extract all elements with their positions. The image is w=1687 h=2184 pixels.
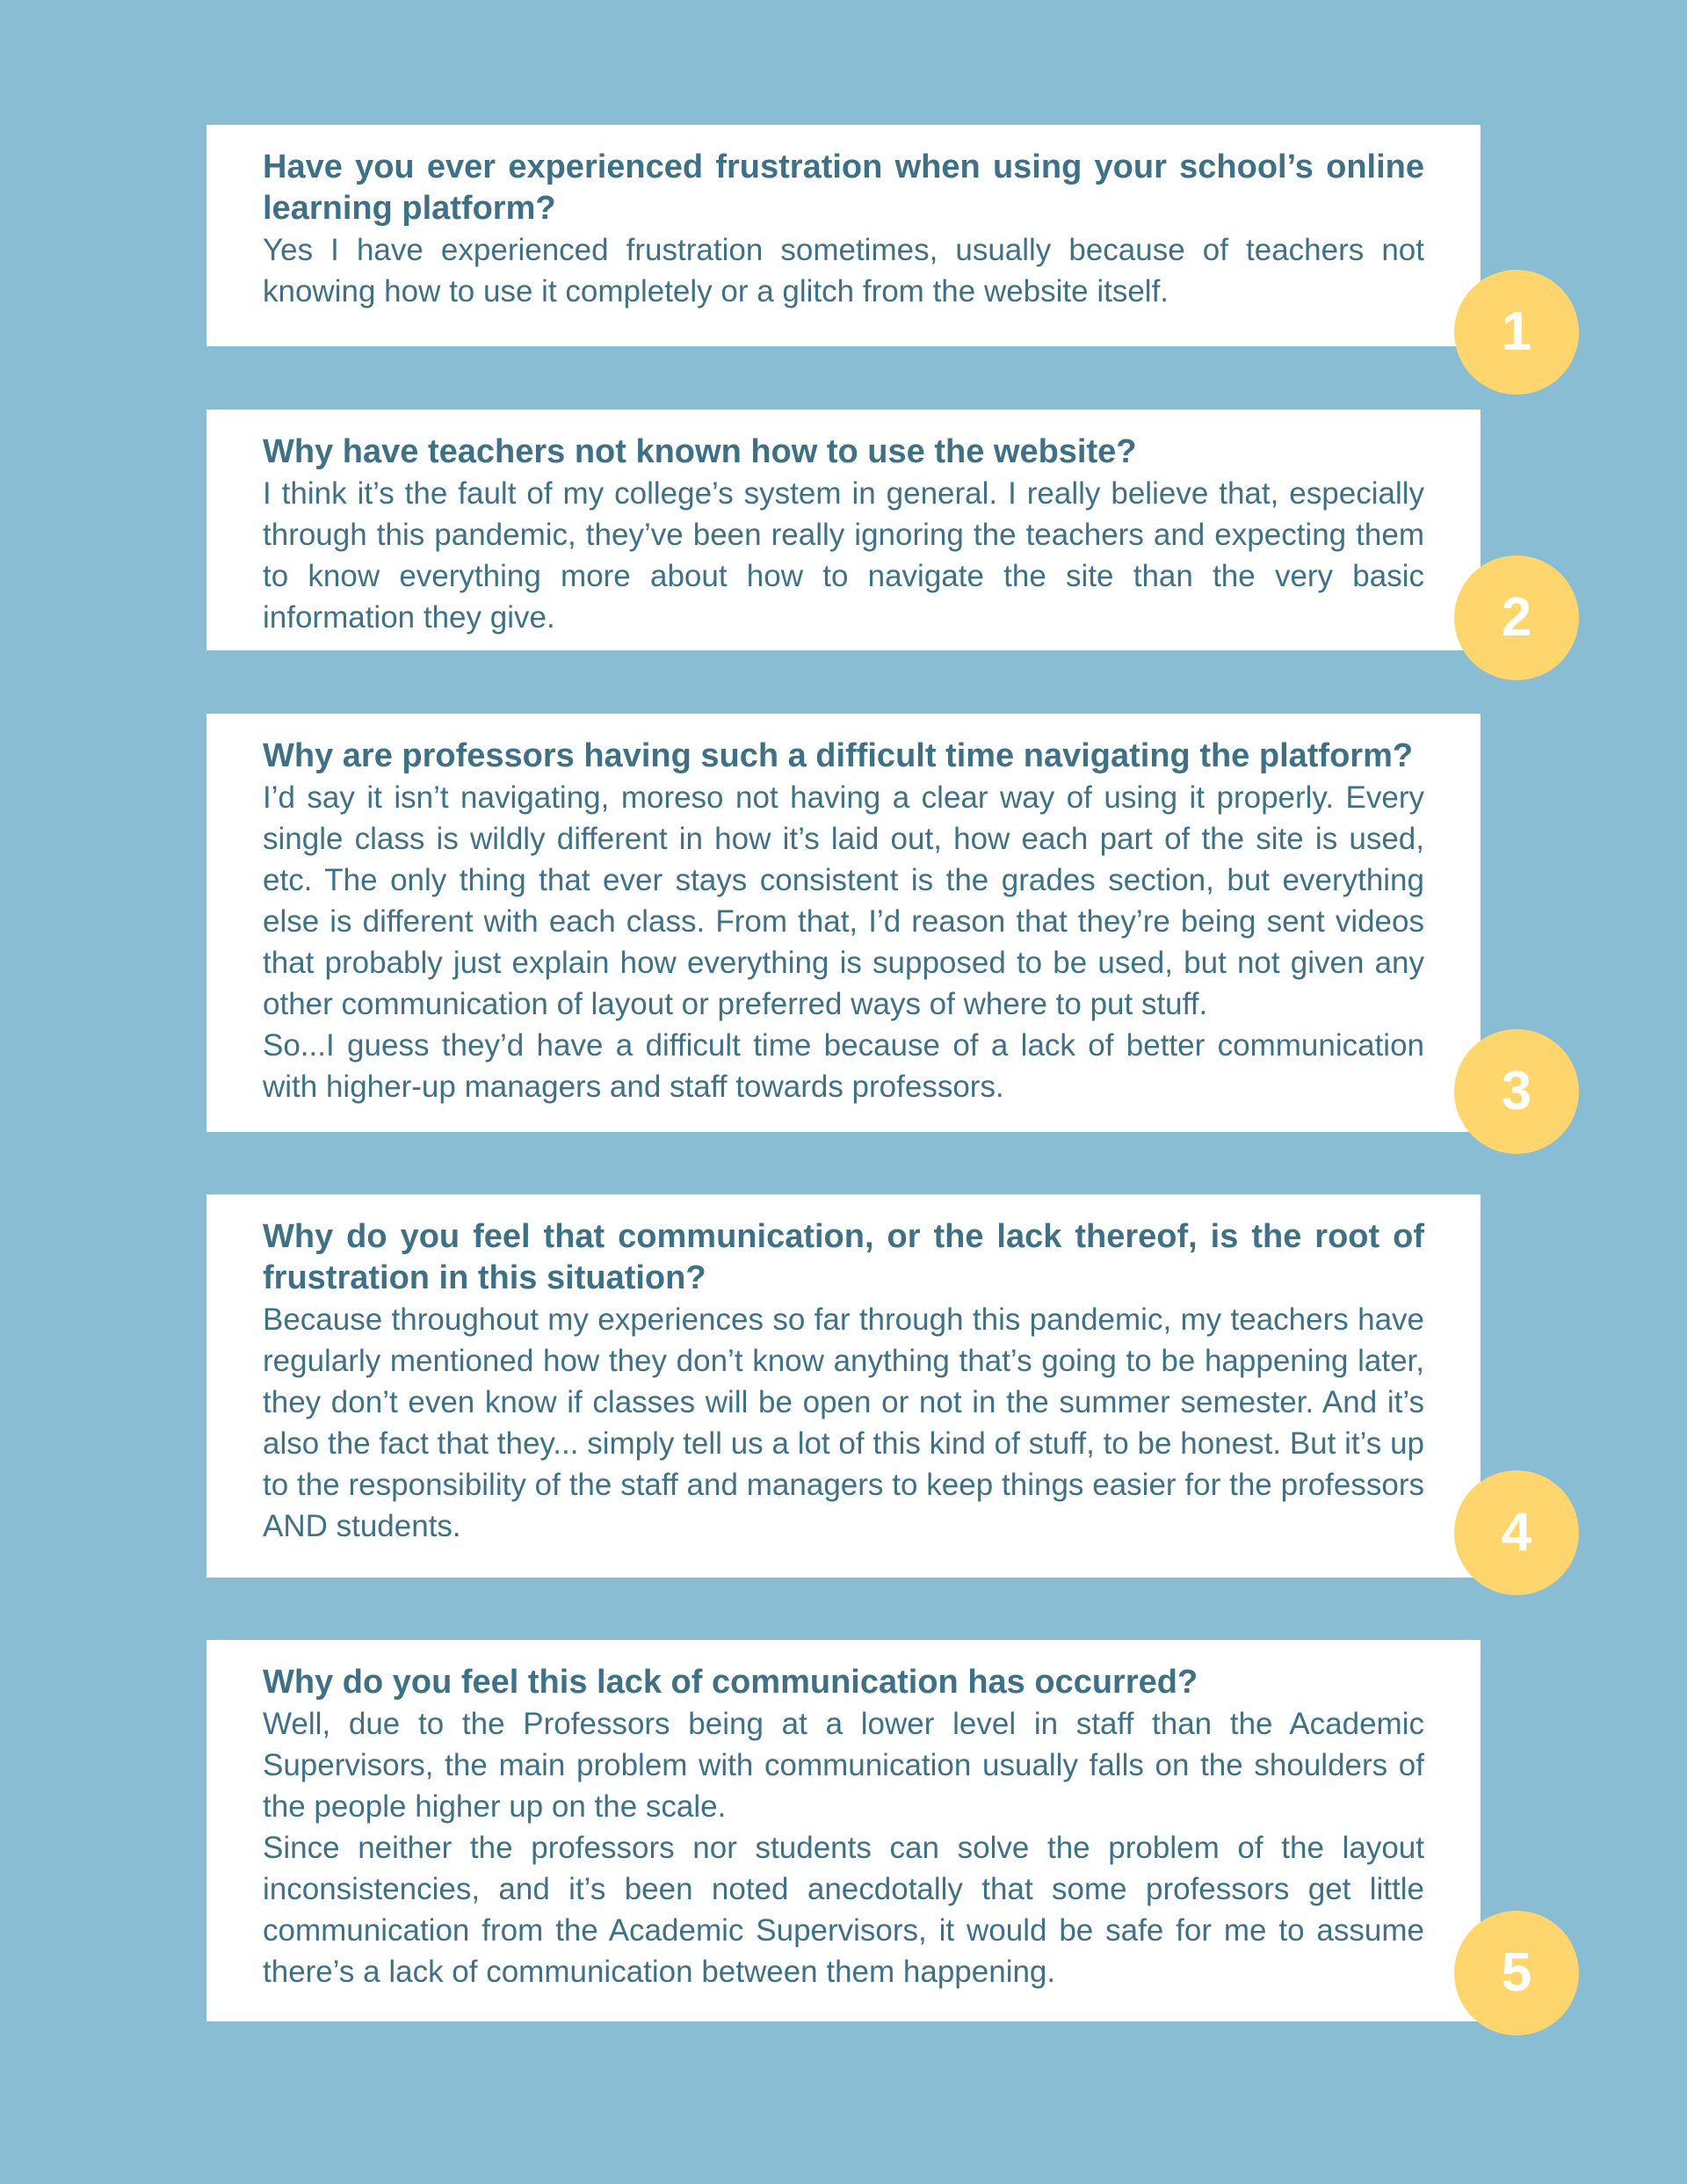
answer-1: Yes I have experienced frustration sometimes, usually because of teachers not knowing how to use it completely or a glitch from the website itself. <box>263 233 1424 308</box>
qa-card-4 <box>206 1194 1481 1578</box>
question-5: Why do you feel this lack of communication has occurred? <box>263 1664 1198 1701</box>
question-3: Why are professors having such a difficult time navigating the platform? <box>263 737 1414 774</box>
step-badge-2: 2 <box>1454 555 1579 680</box>
question-2: Why have teachers not known how to use the website? <box>263 433 1137 470</box>
step-badge-5: 5 <box>1454 1911 1579 2035</box>
answer-5-paragraph-2: Since neither the professors nor students can solve the problem of the layout inconsistencies, and it’s been noted anecdotally that some professors get little communication from the Academic Supervisors, it would be safe for me to assume there’s a lack of communication between them happening. <box>263 1831 1424 1989</box>
answer-2: I think it’s the fault of my college’s system in general. I really believe that, especially through this pandemic, they’ve been really ignoring the teachers and expecting them to know everything more about how to navigate the site than the very basic information they give. <box>263 476 1424 635</box>
answer-5-paragraph-1: Well, due to the Professors being at a lower level in staff than the Academic Supervisors, the main problem with communication usually falls on the shoulders of the people higher up on the scale. <box>263 1707 1424 1824</box>
step-badge-1: 1 <box>1454 270 1579 395</box>
answer-4: Because throughout my experiences so far through this pandemic, my teachers have regularly mentioned how they don’t know anything that’s going to be happening later, they don’t even know if classes will be open or not in the summer semester. And it’s also the fact that they... simply tell us a lot of this kind of stuff, to be honest. But it’s up to the responsibility of the staff and managers to keep things easier for the professors AND students. <box>263 1302 1424 1543</box>
step-badge-3: 3 <box>1454 1029 1579 1154</box>
qa-card-3 <box>206 714 1481 1132</box>
question-1: Have you ever experienced frustration when using your school’s online learning platform? <box>263 149 1424 227</box>
question-4: Why do you feel that communication, or the lack thereof, is the root of frustration in this situation? <box>263 1218 1424 1296</box>
answer-3-paragraph-2: So...I guess they’d have a difficult time because of a lack of better communication with higher-up managers and staff towards professors. <box>263 1028 1424 1104</box>
step-badge-4: 4 <box>1454 1470 1579 1595</box>
qa-card-2 <box>206 410 1481 650</box>
answer-3-paragraph-1: I’d say it isn’t navigating, moreso not having a clear way of using it properly. Every single class is wildly different in how it’s laid out, how each part of the site is used, etc. The only thing that ever stays consistent is the grades section, but everything else is different with each class. From that, I’d reason that they’re being sent videos that probably just explain how everything is supposed to be used, but not given any other communication of layout or preferred ways of where to put stuff. <box>263 780 1424 1021</box>
qa-card-5 <box>206 1640 1481 2021</box>
qa-card-1 <box>206 125 1481 346</box>
